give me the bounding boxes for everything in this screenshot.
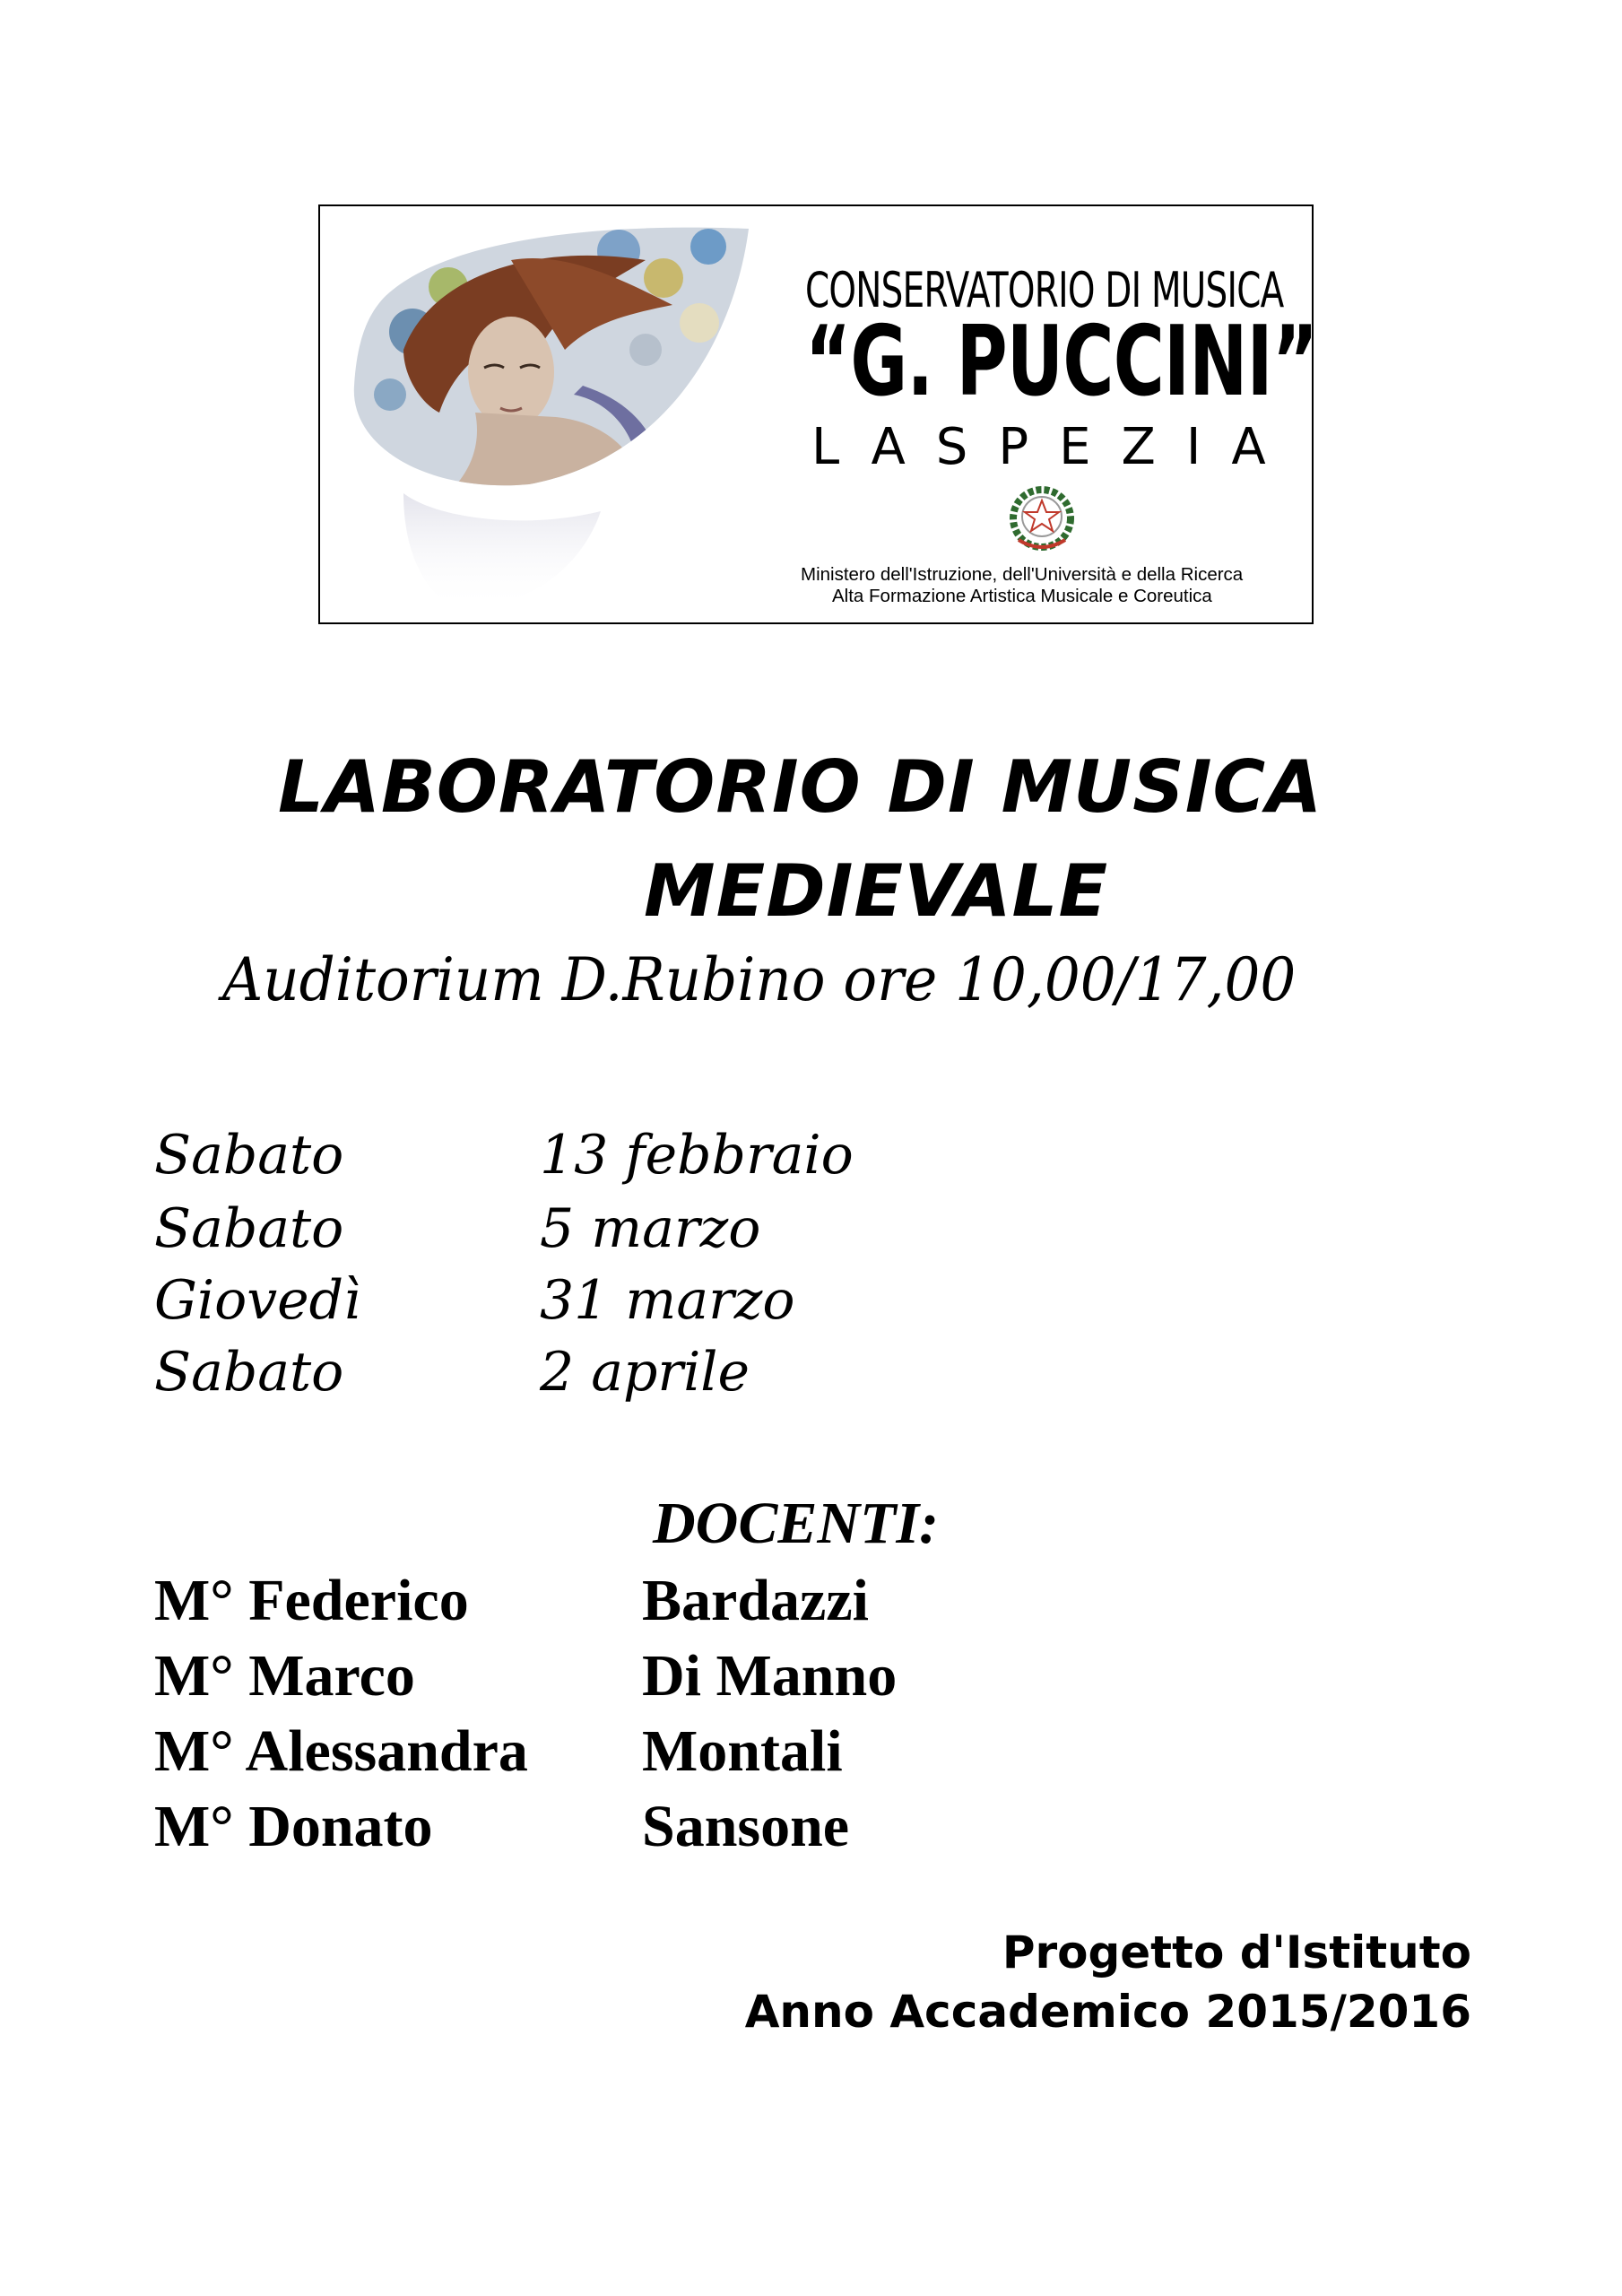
date-day: Giovedì (154, 1269, 361, 1332)
stained-glass-portrait-icon (350, 224, 758, 619)
institution-line1: CONSERVATORIO DI MUSICA (805, 262, 1284, 318)
ministry-line2: Alta Formazione Artistica Musicale e Coreutica (832, 586, 1212, 606)
teacher-first-name: M° Alessandra (154, 1718, 528, 1784)
date-day: Sabato (154, 1341, 344, 1404)
teacher-last-name: Montali (642, 1718, 843, 1784)
project-label: Progetto d'Istituto (1002, 1926, 1471, 1979)
teacher-last-name: Bardazzi (642, 1568, 869, 1633)
date-day: Sabato (154, 1197, 344, 1260)
date-value: 31 marzo (540, 1269, 795, 1332)
institution-city: LASPEZIA (811, 418, 1297, 476)
teacher-first-name: M° Marco (154, 1643, 415, 1709)
teacher-first-name: M° Federico (154, 1568, 469, 1633)
event-title-line2: MEDIEVALE (644, 849, 1109, 933)
date-day: Sabato (154, 1124, 344, 1187)
teacher-last-name: Di Manno (642, 1643, 898, 1709)
date-value: 13 febbraio (540, 1124, 854, 1187)
teacher-first-name: M° Donato (154, 1794, 433, 1859)
ministry-line1: Ministero dell'Istruzione, dell'Università e della Ricerca (801, 564, 1244, 585)
teacher-last-name: Sansone (642, 1794, 850, 1859)
date-value: 5 marzo (540, 1197, 761, 1260)
italian-republic-emblem-icon (1006, 484, 1078, 554)
event-title-line1: LABORATORIO DI MUSICA (278, 745, 1323, 829)
academic-year: Anno Accademico 2015/2016 (744, 1986, 1471, 2038)
institution-name: “G. PUCCINI” (805, 306, 1318, 418)
docenti-heading: DOCENTI: (653, 1491, 940, 1556)
event-subtitle: Auditorium D.Rubino ore 10,00/17,00 (222, 945, 1297, 1014)
date-value: 2 aprile (540, 1341, 750, 1404)
